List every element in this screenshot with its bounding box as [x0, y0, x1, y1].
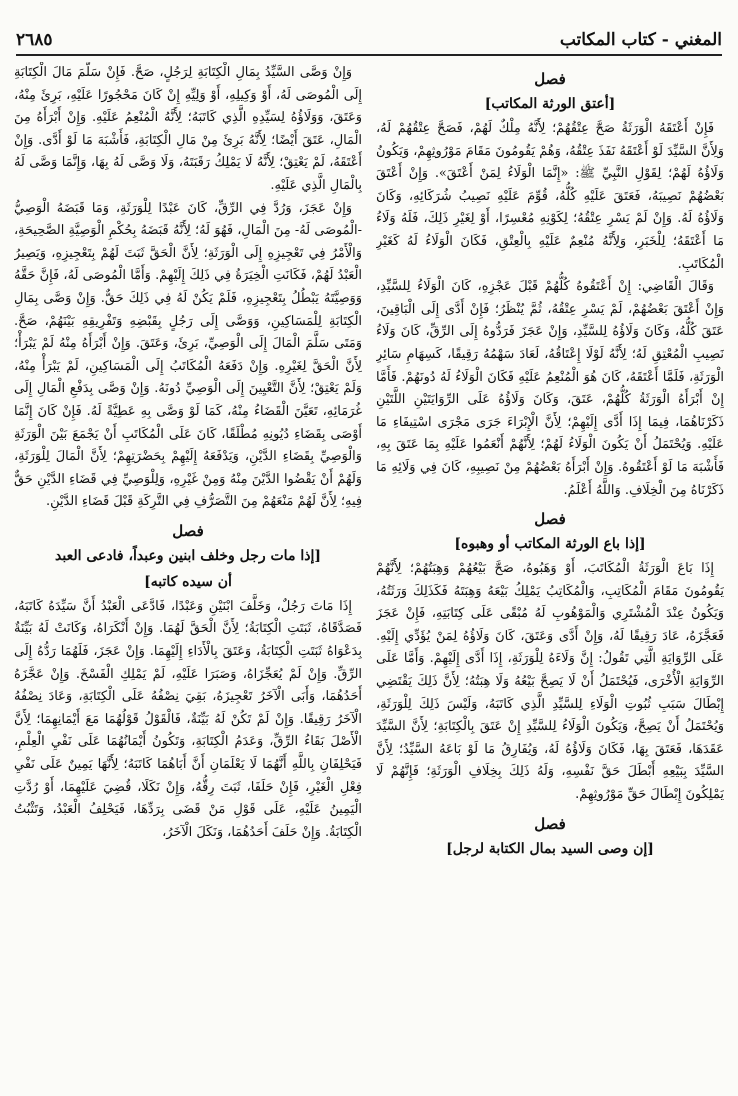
- section-title-line: [إذا مات رجل وخلف ابنين وعبداً، فادعى العبد: [55, 547, 321, 564]
- header-rule: [16, 54, 722, 56]
- section-title-line: أن سيده كاتبه]: [144, 573, 232, 590]
- paragraph: وَإِنْ وَصَّى السَّيِّدُ بِمَالِ الْكِتَابَةِ لِرَجُلٍ، صَحَّ. فَإِنْ سَلَّمَ مَالَ الْكِتَابَةِ إِلَى الْمُوصَى لَهُ، أَوْ وَكِيلِهِ، أَوْ وَلِيِّهِ إِنْ كَانَ مَحْجُورًا عَلَيْهِ، بَرِئَ مِنْهُ، وَعَتَقَ، وَوَلَاؤُهُ لِسَيِّدِهِ الَّذِي كَاتَبَهُ؛ لِأَنَّهُ الْمُنْعِمُ عَلَيْهِ. وَإِنْ أَبْرَأَهُ مِنَ الْمَالِ، عَتَقَ أَيْضًا؛ لِأَنَّهُ بَرِئَ مِنْ مَالِ الْكِتَابَةِ، فَأَشْبَهَ مَا لَوْ أَدَّى. وَإِنْ أَعْتَقَهُ، لَمْ يَعْتِقْ؛ لِأَنَّهُ لَا يَمْلِكُ رَقَبَتَهُ، وَلَا وَصَّى لَهُ بِهَا، وَإِنَّمَا وَصَّى لَهُ بِالْمَالِ الَّذِي عَلَيْهِ.: [14, 65, 362, 193]
- section-heading: فصل: [534, 814, 566, 833]
- running-header: [16, 26, 722, 50]
- section-heading: فصل: [534, 510, 566, 529]
- text-columns: [14, 62, 724, 1084]
- section-title: [إذا باع الورثة المكاتب أو وهبوه]: [454, 536, 646, 553]
- section-title: [أعتق الورثة المكاتب]: [484, 96, 616, 112]
- left-column: [14, 62, 362, 1084]
- paragraph: إِذَا بَاعَ الْوَرَثَةُ الْمُكَاتَبَ، أَوْ وَهَبُوهُ، صَحَّ بَيْعُهُمْ وَهِبَتُهُمْ؛ لِأَنَّهُمْ يَقُومُونَ مَقَامَ الْمُكَاتِبِ، وَالْمُكَاتِبُ يَمْلِكُ بَيْعَهُ وَهِبَتَهُ فَكَذَلِكَ وَرَثَتُهُ، وَيَكُونُ عِنْدَ الْمُشْتَرِي وَالْمَوْهُوبِ لَهُ مُبْقًى عَلَى كِتَابَتِهِ، فَإِنْ عَجَزَ فَعَجَّزَهُ، عَادَ رَقِيقًا لَهُ، وَإِنْ أَدَّى وَعَتَقَ، كَانَ وَلَاؤُهُ لِمَنْ يُؤَدِّي إِلَيْهِ. عَلَى الرِّوَايَةِ الَّتِي تَقُولُ: إِنَّ وَلَاءَهُ لِلْوَرَثَةِ، إِذَا أَدَّى إِلَيْهِمْ. وَأَمَّا عَلَى الرِّوَايَةِ الْأُخْرَى، فَيُحْتَمَلُ أَنْ لَا يَصِحَّ بَيْعُهُ وَلَا هِبَتُهُ؛ لِأَنَّ ذَلِكَ يَقْتَضِي إِبْطَالَ سَبَبِ ثُبُوتِ الْوَلَاءِ لِلسَّيِّدِ الَّذِي كَاتَبَهُ، وَلَيْسَ ذَلِكَ لِلْوَرَثَةِ، وَيُحْتَمَلُ أَنْ يَصِحَّ، وَيَكُونَ الْوَلَاءُ لِلسَّيِّدِ إِنْ عَتَقَ بِالْكِتَابَةِ؛ لِأَنَّ السَّيِّدَ عَقَدَهَا، فَعَتَقَ بِهَا، فَكَانَ وَلَاؤُهُ لَهُ، وَيُفَارِقُ مَا لَوْ بَاعَهُ السَّيِّدُ؛ لِأَنَّ السَّيِّدَ بِبَيْعِهِ أَبْطَلَ حَقَّ نَفْسِهِ، وَلَهُ ذَلِكَ بِخِلَافِ الْوَرَثَةِ؛ فَإِنَّهُمْ لَا يَمْلِكُونَ إِبْطَالَ حَقِّ مَوْرُوثِهِمْ.: [376, 561, 724, 803]
- section-title: [إن وصى السيد بمال الكتابة لرجل]: [446, 840, 654, 857]
- section-heading: فصل: [172, 521, 204, 540]
- paragraph: وَإِنْ عَجَزَ، وَرُدَّ فِي الرِّقِّ، كَانَ عَبْدًا لِلْوَرَثَةِ، وَمَا قَبَضَهُ الْوَصِيُّ -الْمُوصَى لَهُ- مِنَ الْمَالِ، فَهُوَ لَهُ؛ لِأَنَّهُ قَبَضَهُ بِحُكْمِ الْوَصِيَّةِ الصَّحِيحَةِ، وَالْأَمْرُ فِي تَعْجِيزِهِ إِلَى الْوَرَثَةِ؛ لِأَنَّ الْحَقَّ ثَبَتَ لَهُمْ بِتَعْجِيزِهِ، وَيَصِيرُ الْعَبْدُ لَهُمْ، فَكَانَتِ الْخِيَرَةُ فِي ذَلِكَ إِلَيْهِمْ. وَأَمَّا الْمُوصَى لَهُ، فَإِنَّ حَقَّهُ وَوَصِيَّتَهُ يَبْطُلُ بِتَعْجِيزِهِ، فَلَمْ يَكُنْ لَهُ فِي ذَلِكَ حَقٌّ. وَإِنْ وَصَّى بِمَالِ الْكِتَابَةِ لِلْمَسَاكِينِ، وَوَصَّى إِلَى رَجُلٍ بِقَبْضِهِ وَتَفْرِيقِهِ بَيْنَهُمْ، صَحَّ. وَمَتَى سَلَّمَ الْمَالَ إِلَى الْوَصِيِّ، بَرِئَ، وَعَتَقَ. وَإِنْ أَبْرَأَهُ مِنْهُ لَمْ يَبْرَأْ؛ لِأَنَّ الْحَقَّ لِغَيْرِهِ. وَإِنْ دَفَعَهُ الْمُكَاتَبُ إِلَى الْمَسَاكِينِ، لَمْ يَبْرَأْ مِنْهُ، وَلَمْ يَعْتِقْ؛ لِأَنَّ التَّعْيِينَ إِلَى الْوَصِيِّ دُونَهُ. وَإِنْ وَصَّى بِدَفْعِ الْمَالِ إِلَى غُرَمَائِهِ، تَعَيَّنَ الْقَضَاءُ مِنْهُ، كَمَا لَوْ وَصَّى بِهِ عَطِيَّةً لَهُ. فَإِنْ كَانَ إِنَّمَا أَوْصَى بِقَضَاءِ دُيُونِهِ مُطْلَقًا، كَانَ عَلَى الْمُكَاتَبِ أَنْ يَجْمَعَ بَيْنَ الْوَرَثَةِ وَالْوَصِيِّ بِقَضَاءِ الدَّيْنِ، وَيَدْفَعَهُ إِلَيْهِمْ بِحَضْرَتِهِمْ؛ لِأَنَّ الْمَالَ لِلْوَرَثَةِ، وَلَهُمْ أَنْ يَقْضُوا الدَّيْنَ مِنْهُ وَمِنْ غَيْرِهِ، وَلِلْوَصِيِّ فِي قَضَاءِ الدَّيْنِ حَقٌّ فِيهِ؛ لِأَنَّ لَهُمْ مَنْعَهُمْ مِنَ التَّصَرُّفِ فِي التَّرِكَةِ قَبْلَ قَضَاءِ الدَّيْنِ.: [14, 200, 362, 510]
- book-title: المغني - كتاب المكاتب: [559, 30, 722, 50]
- section-heading: فصل: [534, 70, 566, 88]
- page-number: ٢٦٨٥: [16, 30, 53, 50]
- paragraph: إِذَا مَاتَ رَجُلٌ، وَخَلَّفَ ابْنَيْنِ وَعَبْدًا، فَادَّعَى الْعَبْدُ أَنَّ سَيِّدَهُ كَاتَبَهُ، فَصَدَّقَاهُ، ثَبَتَتِ الْكِتَابَةُ؛ لِأَنَّ الْحَقَّ لَهُمَا. وَإِنْ أَنْكَرَاهُ، وَكَانَتْ لَهُ بَيِّنَةٌ بِدَعْوَاهُ ثَبَتَتِ الْكِتَابَةُ، وَعَتَقَ بِالْأَدَاءِ إِلَيْهِمَا. وَإِنْ عَجَزَ، فَلَهُمَا رَدُّهُ إِلَى الرِّقِّ. وَإِنْ لَمْ يُعَجِّزَاهُ، وَصَبَرَا عَلَيْهِ، لَمْ يَمْلِكِ الْفَسْخَ. وَإِنْ عَجَّزَهُ أَحَدُهُمَا، وَأَبَى الْآخَرُ تَعْجِيزَهُ، بَقِيَ نِصْفُهُ عَلَى الْكِتَابَةِ، وَعَادَ نِصْفُهُ الْآخَرُ رَقِيقًا. وَإِنْ لَمْ تَكُنْ لَهُ بَيِّنَةٌ، فَالْقَوْلُ قَوْلُهُمَا مَعَ أَيْمَانِهِمَا؛ لِأَنَّ الْأَصْلَ بَقَاءُ الرِّقِّ، وَعَدَمُ الْكِتَابَةِ، وَتَكُونُ أَيْمَانُهُمَا عَلَى نَفْيِ الْعِلْمِ، فَيَحْلِفَانِ بِاللَّهِ أَنَّهُمَا لَا يَعْلَمَانِ أَنَّ أَبَاهُمَا كَاتَبَهُ؛ لِأَنَّهَا يَمِينٌ عَلَى نَفْيِ فِعْلِ الْغَيْرِ، فَإِنْ حَلَفَا، ثَبَتَ رِقُّهُ، وَإِنْ نَكَلَا، قُضِيَ عَلَيْهِمَا، أَوْ رُدَّتِ الْيَمِينُ عَلَيْهِ، عَلَى قَوْلِ مَنْ قَضَى بِرَدِّهَا، فَيَحْلِفُ الْعَبْدُ، وَتَثْبُتُ الْكِتَابَةُ. وَإِنْ حَلَفَ أَحَدُهُمَا، وَنَكَلَ الْآخَرُ،: [14, 598, 362, 840]
- paragraph: فَإِنْ أَعْتَقَهُ الْوَرَثَةُ صَحَّ عِتْقُهُمْ؛ لِأَنَّهُ مِلْكٌ لَهُمْ، فَصَحَّ عِتْقُهُمْ لَهُ، وَلِأَنَّ السَّيِّدَ لَوْ أَعْتَقَهُ نَفَذَ عِتْقُهُ، وَهُمْ يَقُومُونَ مَقَامَ مَوْرُوثِهِمْ، وَيَكُونُ وَلَاؤُهُ لَهُمْ؛ لِقَوْلِ النَّبِيِّ ﷺ: «إِنَّمَا الْوَلَاءُ لِمَنْ أَعْتَقَ». وَإِنْ أَعْتَقَ بَعْضُهُمْ نَصِيبَهُ، فَعَتَقَ عَلَيْهِ كُلُّهُ، قُوِّمَ عَلَيْهِ نَصِيبُ شُرَكَائِهِ، وَكَانَ وَلَاؤُهُ لَهُ. وَإِنْ لَمْ يَسْرِ عِتْقُهُ؛ لِكَوْنِهِ مُعْسِرًا، أَوْ لِغَيْرِ ذَلِكَ، فَلَهُ وَلَاءُ مَا أَعْتَقَهُ؛ لِلْخَبَرِ، وَلِأَنَّهُ مُنْعِمٌ عَلَيْهِ بِالْعِتْقِ، فَكَانَ الْوَلَاءُ لَهُ كَغَيْرِ الْمُكَاتَبِ.: [376, 121, 724, 272]
- paragraph: وَقَالَ الْقَاضِي: إِنْ أَعْتَقُوهُ كُلُّهُمْ قَبْلَ عَجْزِهِ، كَانَ الْوَلَاءُ لِلسَّيِّدِ، وَإِنْ أَعْتَقَ بَعْضُهُمْ، لَمْ يَسْرِ عِتْقُهُ، ثُمَّ يُنْظَرُ؛ فَإِنْ أَدَّى إِلَى الْبَاقِينَ، عَتَقَ كُلُّهُ، وَكَانَ وَلَاؤُهُ لِلسَّيِّدِ، وَإِنْ عَجَزَ فَرَدُّوهُ إِلَى الرِّقِّ، كَانَ وَلَاءُ نَصِيبِ الْمُعْتِقِ لَهُ؛ لِأَنَّهُ لَوْلَا إِعْتَاقُهُ، لَعَادَ سَهْمُهُ رَقِيقًا، كَسِهَامِ سَائِرِ الْوَرَثَةِ، فَلَمَّا أَعْتَقَهُ، كَانَ هُوَ الْمُنْعِمُ عَلَيْهِ فَكَانَ الْوَلَاءُ لَهُ دُونَهُمْ. فَأَمَّا إِنْ أَبْرَأَهُ الْوَرَثَةُ كُلُّهُمْ، عَتَقَ، وَكَانَ وَلَاؤُهُ عَلَى الرِّوَايَتَيْنِ اللَّتَيْنِ ذَكَرْنَاهُمَا، فِيمَا إِذَا أَدَّى إِلَيْهِمْ؛ لِأَنَّ الْإِبْرَاءَ جَرَى مَجْرَى اسْتِيفَاءِ مَا عَلَيْهِ. وَيُحْتَمَلُ أَنْ يَكُونَ الْوَلَاءُ لَهُمْ؛ لِأَنَّهُمْ أَنْعَمُوا عَلَيْهِ بِمَا عَتَقَ بِهِ، فَأَشْبَهَ مَا لَوْ أَعْتَقُوهُ. وَإِنْ أَبْرَأَهُ بَعْضُهُمْ مِنْ نَصِيبِهِ، كَانَ فِي وَلَائِهِ مَا ذَكَرْنَاهُ مِنَ الْخِلَافِ. وَاللَّهُ أَعْلَمُ.: [376, 279, 724, 498]
- right-column: [376, 62, 724, 1084]
